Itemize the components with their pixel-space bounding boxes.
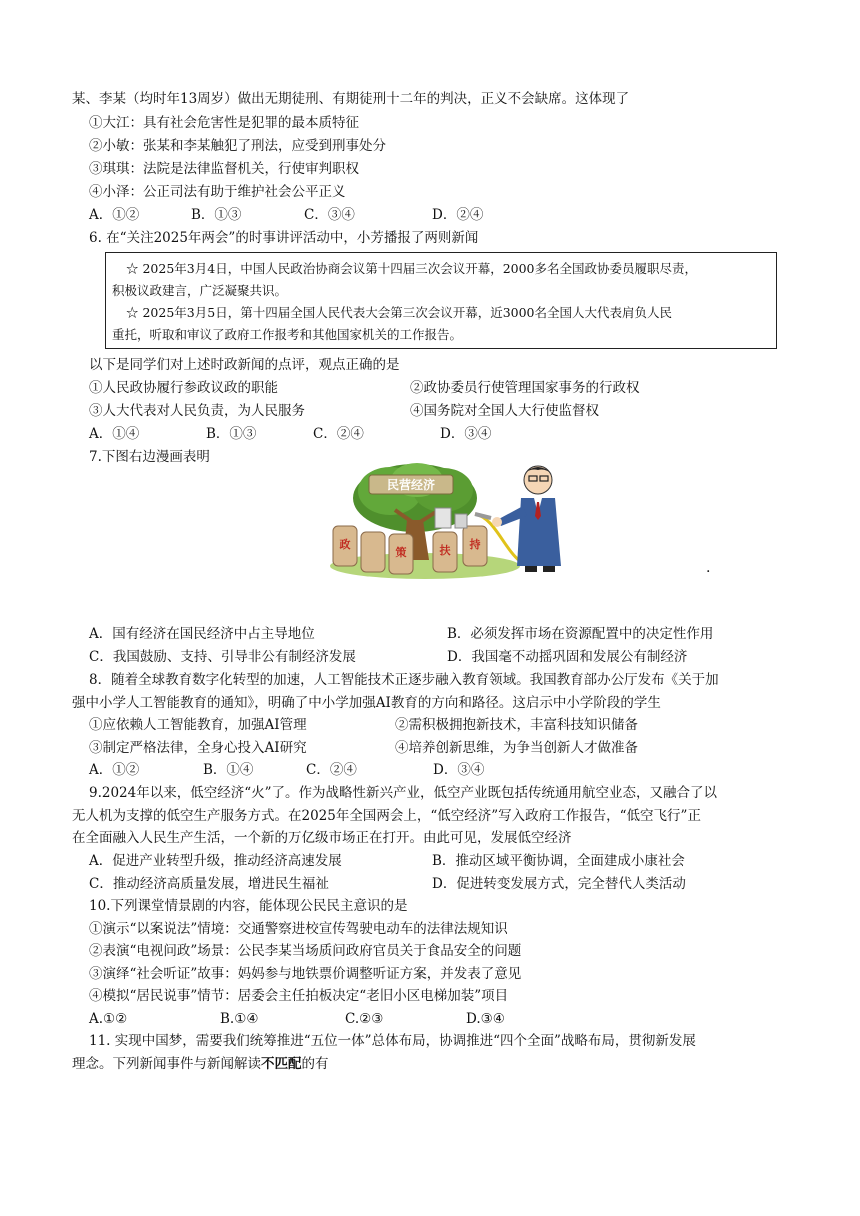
- q5-choice-b: B．①③: [191, 207, 242, 223]
- q7-choice-a: A．国有经济在国民经济中占主导地位: [89, 626, 315, 642]
- q8-option-2: ②需积极拥抱新技术，丰富科技知识储备: [395, 717, 638, 733]
- q10-option-2: ②表演“电视问政”场景：公民李某当场质问政府官员关于食品安全的问题: [89, 943, 522, 959]
- q8-choice-d: D．③④: [433, 762, 485, 778]
- q8-option-1: ①应依赖人工智能教育，加强AI管理: [89, 717, 307, 733]
- q8-stem-line2: 强中小学人工智能教育的通知》，明确了中小学加强AI教育的方向和路径。这启示中小学阶段的学生: [72, 695, 661, 711]
- q11-stem-line1: 11. 实现中国梦，需要我们统筹推进“五位一体”总体布局，协调推进“四个全面”战略布局，贯彻新发展: [89, 1033, 696, 1049]
- q9-choice-a: A．促进产业转型升级，推动经济高速发展: [89, 853, 342, 869]
- q6-news2-line1: ☆ 2025年3月5日，第十四届全国人民代表大会第三次会议开幕，近3000名全国人大代表肩负人民: [126, 305, 673, 320]
- q6-choice-d: D．③④: [440, 426, 492, 442]
- q6-news2-line2: 重托，听取和审议了政府工作报考和其他国家机关的工作报告。: [112, 327, 463, 342]
- q5-option-2: ②小敏：张某和李某触犯了刑法，应受到刑事处分: [89, 138, 386, 154]
- q8-choice-b: B．①④: [203, 762, 254, 778]
- q11-stem-post: 的有: [301, 1056, 329, 1072]
- q5-choice-d: D．②④: [432, 207, 484, 223]
- q8-stem-line1: 8．随着全球教育数字化转型的加速，人工智能技术正逐步融入教育领域。我国教育部办公厅发布《关于加: [89, 672, 719, 688]
- q9-stem-line3: 在全面融入人民生产生活，一个新的万亿级市场正在打开。由此可见，发展低空经济: [72, 830, 572, 846]
- q7-cartoon-sign: [369, 475, 453, 494]
- q6-news-box: [105, 252, 777, 349]
- q7-choice-d: D．我国毫不动摇巩固和发展公有制经济: [447, 649, 688, 665]
- q10-choice-d: D.③④: [466, 1011, 505, 1027]
- q6-choice-a: A．①④: [89, 426, 140, 442]
- q5-option-4: ④小泽：公正司法有助于维护社会公平正义: [89, 184, 346, 200]
- q6-option-2: ②政协委员行使管理国家事务的行政权: [410, 380, 640, 396]
- q10-choice-b: B.①④: [220, 1011, 259, 1027]
- q7-fence-char-3: 扶: [439, 544, 451, 557]
- q6-choice-c: C．②④: [313, 426, 364, 442]
- q7-choice-b: B．必须发挥市场在资源配置中的决定性作用: [447, 626, 714, 642]
- q11-mismatch-emphasis: 不匹配: [261, 1056, 302, 1072]
- q6-choice-b: B．①③: [206, 426, 257, 442]
- q8-choice-a: A．①②: [89, 762, 140, 778]
- q7-fence-char-1: 政: [339, 538, 351, 551]
- q9-choice-b: B．推动区域平衡协调，全面建成小康社会: [432, 853, 685, 869]
- q9-choice-c: C．推动经济高质量发展，增进民生福祉: [89, 876, 329, 892]
- q10-option-4: ④模拟“居民说事”情节：居委会主任拍板决定“老旧小区电梯加装”项目: [89, 988, 509, 1004]
- q5-choice-c: C．③④: [304, 207, 355, 223]
- q8-choice-c: C．②④: [306, 762, 357, 778]
- q6-news1-line1: ☆ 2025年3月4日，中国人民政治协商会议第十四届三次会议开幕，2000多名全国政协委员履职尽责，: [126, 261, 698, 276]
- q5-choice-a: A．①②: [89, 207, 140, 223]
- q7-choice-c: C．我国鼓励、支持、引导非公有制经济发展: [89, 649, 356, 665]
- q7-cartoon: [325, 458, 587, 580]
- q10-choice-c: C.②③: [345, 1011, 384, 1027]
- q10-option-1: ①演示“以案说法”情境：交通警察进校宣传驾驶电动车的法律法规知识: [89, 921, 508, 937]
- q11-stem-line2: [72, 1055, 329, 1073]
- q6-option-1: ①人民政协履行参政议政的职能: [89, 380, 278, 396]
- q8-option-4: ④培养创新思维，为争当创新人才做准备: [395, 740, 638, 756]
- q9-stem-line2: 无人机为支撑的低空生产服务方式。在2025年全国两会上，“低空经济”写入政府工作报告，“低空飞行”正: [72, 808, 701, 824]
- q7-stem: 7.下图右边漫画表明: [89, 449, 210, 465]
- q6-ask: 以下是同学们对上述时政新闻的点评，观点正确的是: [89, 357, 400, 373]
- q7-fence-char-2: 策: [395, 546, 407, 559]
- q10-choice-a: A.①②: [89, 1011, 128, 1027]
- q9-choice-d: D．促进转变发展方式，完全替代人类活动: [432, 876, 686, 892]
- q9-stem-line1: 9.2024年以来，低空经济“火”了。作为战略性新兴产业，低空产业既包括传统通用航空业态，又融合了以: [89, 785, 718, 801]
- q5-option-1: ①大江：具有社会危害性是犯罪的最本质特征: [89, 115, 359, 131]
- q7-fence-char-4: 持: [469, 538, 481, 551]
- q6-option-4: ④国务院对全国人大行使监督权: [410, 403, 599, 419]
- q11-stem-pre: 理念。下列新闻事件与新闻解读: [72, 1056, 261, 1072]
- q6-stem: 6. 在“关注2025年两会”的时事讲评活动中，小芳播报了两则新闻: [89, 230, 479, 246]
- q10-option-3: ③演绎“社会听证”故事：妈妈参与地铁票价调整听证方案，并发表了意见: [89, 966, 522, 982]
- q5-stem-cont: 某、李某（均时年13周岁）做出无期徒刑、有期徒刑十二年的判决，正义不会缺席。这体现了: [72, 91, 630, 107]
- q6-news1-line2: 积极议政建言，广泛凝聚共识。: [112, 283, 288, 298]
- q7-cartoon-sign-text: 民营经济: [386, 478, 436, 492]
- q5-option-3: ③琪琪：法院是法律监督机关，行使审判职权: [89, 161, 359, 177]
- q7-period: .: [706, 560, 711, 576]
- q8-option-3: ③制定严格法律，全身心投入AI研究: [89, 740, 307, 756]
- q10-stem: 10.下列课堂情景剧的内容，能体现公民民主意识的是: [89, 898, 408, 914]
- q6-option-3: ③人大代表对人民负责，为人民服务: [89, 403, 305, 419]
